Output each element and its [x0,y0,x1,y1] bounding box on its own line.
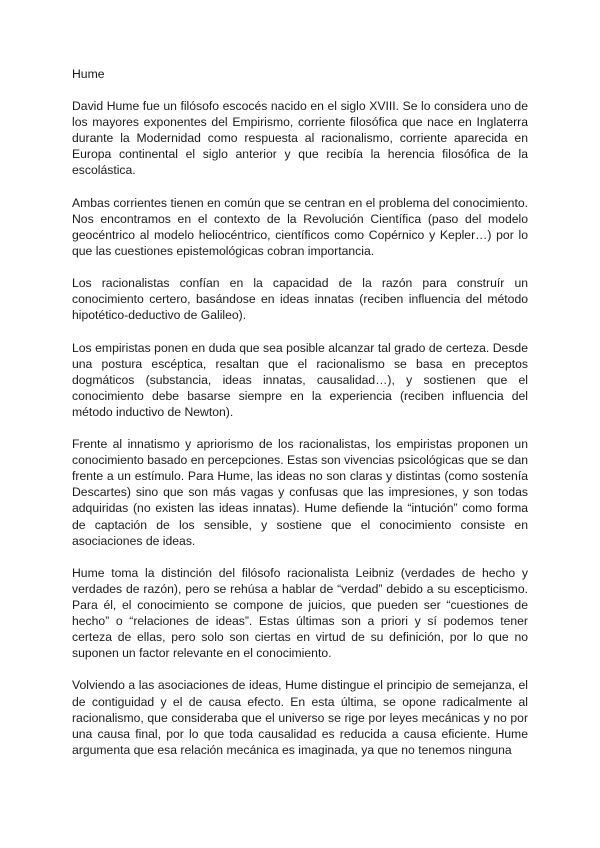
paragraph-leibniz-distinction: Hume toma la distinción del filósofo racionalista Leibniz (verdades de hecho y verdades de razón), pero se rehúsa a hablar de “verdad” debido a su escepticismo. Para él, el conocimiento se compone de juicios, que pueden ser “cuestiones de hecho” o “relaciones de ideas”. Estas últimas son a priori y sí podemos tener certeza de ellas, pero solo son ciertas en virtud de su definición, por lo que no suponen un factor relevante en el conocimiento. [72,565,528,661]
paragraph-rationalists: Los racionalistas confían en la capacidad de la razón para construír un conocimiento certero, basándose en ideas innatas (reciben influencia del método hipotético-deductivo de Galileo). [72,276,528,323]
paragraph-perceptions: Frente al innatismo y apriorismo de los racionalistas, los empiristas proponen un conocimiento basado en percepciones. Estas son vivencias psicológicas que se dan frente a un estímulo. Para Hume, las ideas no son claras y distintas (como sostenía Descartes) sino que son más vagas y confusas que las impresiones, y son todas adquiridas (no existen las ideas innatas). Hume defiende la “intución” como forma de captación de los sensible, y sostiene que el conocimiento consiste en asociaciones de ideas. [72,437,528,548]
paragraph-common-ground: Ambas corrientes tienen en común que se centran en el problema del conocimiento. Nos encontramos en el contexto de la Revolución Científica (paso del modelo geocéntrico al modelo heliocéntrico, científicos como Copérnico y Kepler…) por lo que las cuestiones epistemológicas cobran importancia. [72,195,528,258]
paragraph-empiricists: Los empiristas ponen en duda que sea posible alcanzar tal grado de certeza. Desde una postura escéptica, resaltan que el racionalismo se basa en preceptos dogmáticos (substancia, ideas innatas, causalidad…), y sostienen que el conocimiento debe basarse siempre en la experiencia (reciben influencia del método inductivo de Newton). [72,340,528,419]
document-body [72,66,528,774]
document-title: Hume [72,67,105,81]
paragraph-intro: David Hume fue un filósofo escocés nacido en el siglo XVIII. Se lo considera uno de los mayores exponentes del Empirismo, corriente filosófica que nace en Inglaterra durante la Modernidad como respuesta al racionalismo, corriente aparecida en Europa continental el siglo anterior y que recibía la herencia filosófica de la escolástica. [72,99,528,178]
paragraph-association-of-ideas: Volviendo a las asociaciones de ideas, Hume distingue el principio de semejanza, el de contiguidad y el de causa efecto. En esta última, se opone radicalmente al racionalismo, que consideraba que el universo se rige por leyes mecánicas y no por una causa final, por lo que toda causalidad es reducida a causa eficiente. Hume argumenta que esa relación mecánica es imaginada, ya que no tenemos ninguna [72,678,528,757]
